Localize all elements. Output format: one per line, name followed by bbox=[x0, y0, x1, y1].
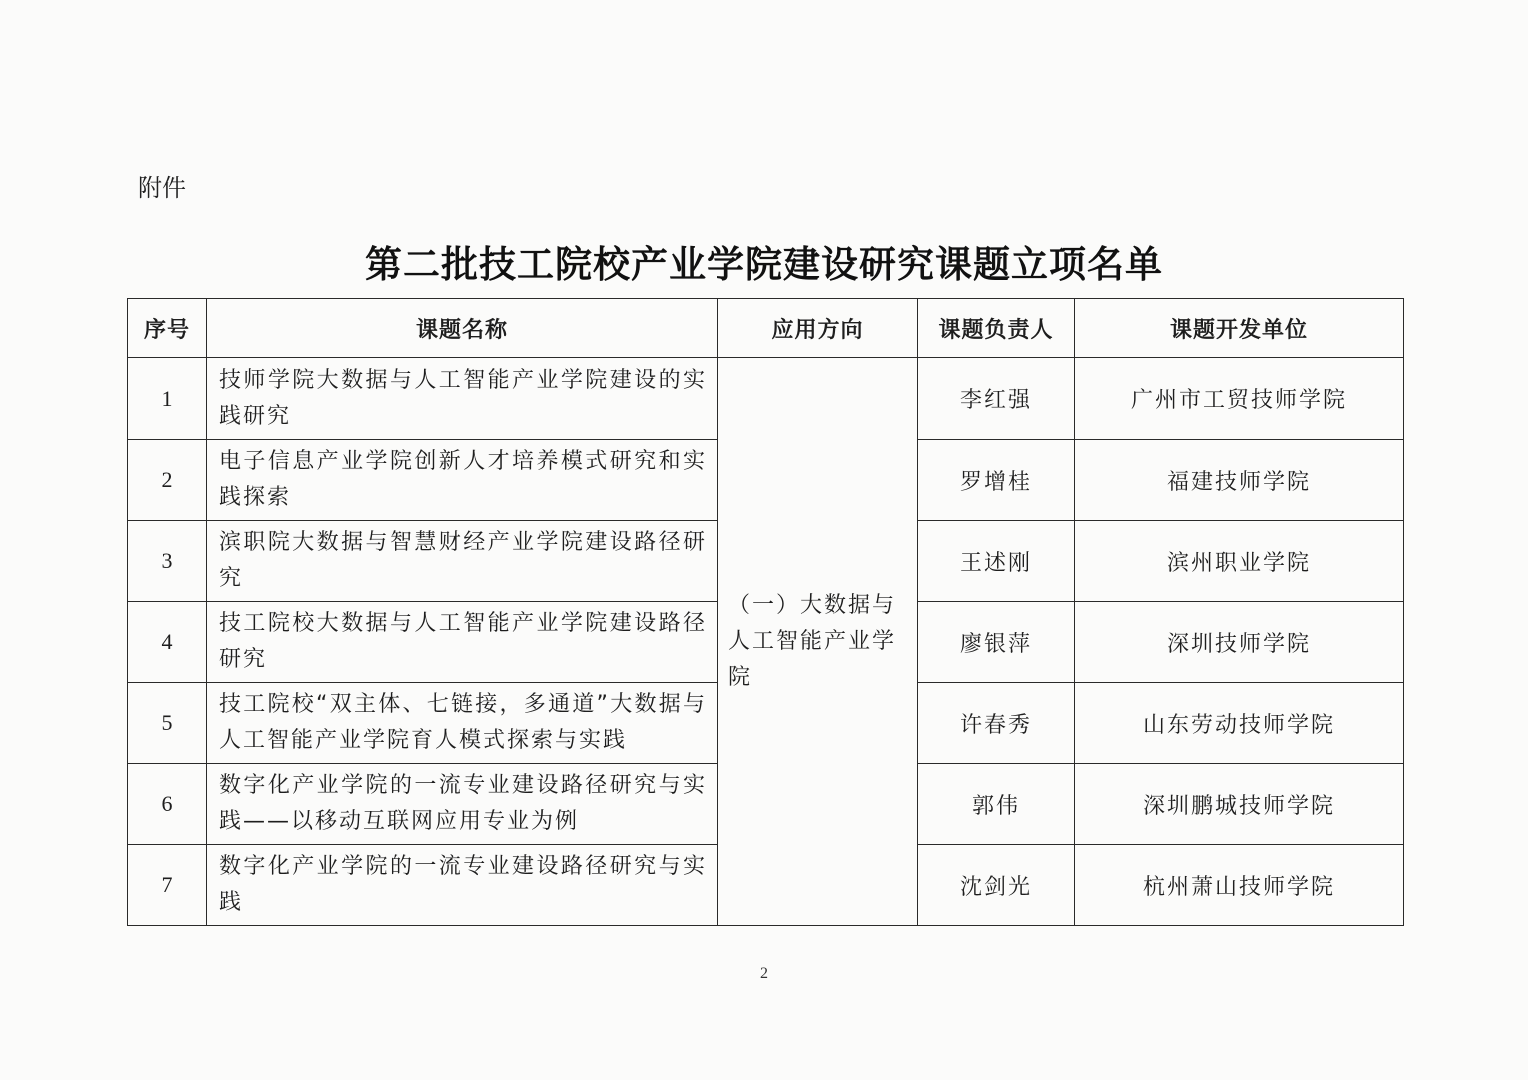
cell-unit: 杭州萧山技师学院 bbox=[1075, 845, 1404, 926]
document-title: 第二批技工院校产业学院建设研究课题立项名单 bbox=[365, 242, 1163, 286]
cell-lead: 许春秀 bbox=[918, 683, 1075, 764]
cell-seq: 1 bbox=[128, 358, 207, 440]
cell-lead: 郭伟 bbox=[918, 764, 1075, 845]
cell-unit: 福建技师学院 bbox=[1075, 440, 1404, 521]
cell-title: 技工院校大数据与人工智能产业学院建设路径研究 bbox=[207, 602, 718, 683]
cell-seq: 2 bbox=[128, 440, 207, 521]
cell-lead: 罗增桂 bbox=[918, 440, 1075, 521]
header-unit: 课题开发单位 bbox=[1075, 299, 1404, 358]
project-table bbox=[127, 298, 1404, 926]
table-row bbox=[128, 358, 1404, 440]
table-header-row bbox=[128, 299, 1404, 358]
cell-direction: （一）大数据与人工智能产业学院 bbox=[718, 358, 918, 926]
cell-unit: 深圳技师学院 bbox=[1075, 602, 1404, 683]
header-direction: 应用方向 bbox=[718, 299, 918, 358]
cell-unit: 广州市工贸技师学院 bbox=[1075, 358, 1404, 440]
page-number: 2 bbox=[760, 965, 768, 982]
cell-seq: 3 bbox=[128, 521, 207, 602]
cell-title: 技工院校“双主体、七链接，多通道”大数据与人工智能产业学院育人模式探索与实践 bbox=[207, 683, 718, 764]
cell-lead: 李红强 bbox=[918, 358, 1075, 440]
cell-title: 技师学院大数据与人工智能产业学院建设的实践研究 bbox=[207, 358, 718, 440]
cell-title: 滨职院大数据与智慧财经产业学院建设路径研究 bbox=[207, 521, 718, 602]
header-seq: 序号 bbox=[128, 299, 207, 358]
header-lead: 课题负责人 bbox=[918, 299, 1075, 358]
cell-seq: 7 bbox=[128, 845, 207, 926]
cell-seq: 5 bbox=[128, 683, 207, 764]
attachment-label: 附件 bbox=[138, 174, 186, 202]
cell-title: 电子信息产业学院创新人才培养模式研究和实践探索 bbox=[207, 440, 718, 521]
cell-seq: 4 bbox=[128, 602, 207, 683]
cell-title: 数字化产业学院的一流专业建设路径研究与实践 bbox=[207, 845, 718, 926]
cell-unit: 山东劳动技师学院 bbox=[1075, 683, 1404, 764]
cell-unit: 深圳鹏城技师学院 bbox=[1075, 764, 1404, 845]
cell-title: 数字化产业学院的一流专业建设路径研究与实践——以移动互联网应用专业为例 bbox=[207, 764, 718, 845]
header-title: 课题名称 bbox=[207, 299, 718, 358]
cell-lead: 王述刚 bbox=[918, 521, 1075, 602]
cell-seq: 6 bbox=[128, 764, 207, 845]
cell-unit: 滨州职业学院 bbox=[1075, 521, 1404, 602]
cell-lead: 廖银萍 bbox=[918, 602, 1075, 683]
cell-lead: 沈剑光 bbox=[918, 845, 1075, 926]
